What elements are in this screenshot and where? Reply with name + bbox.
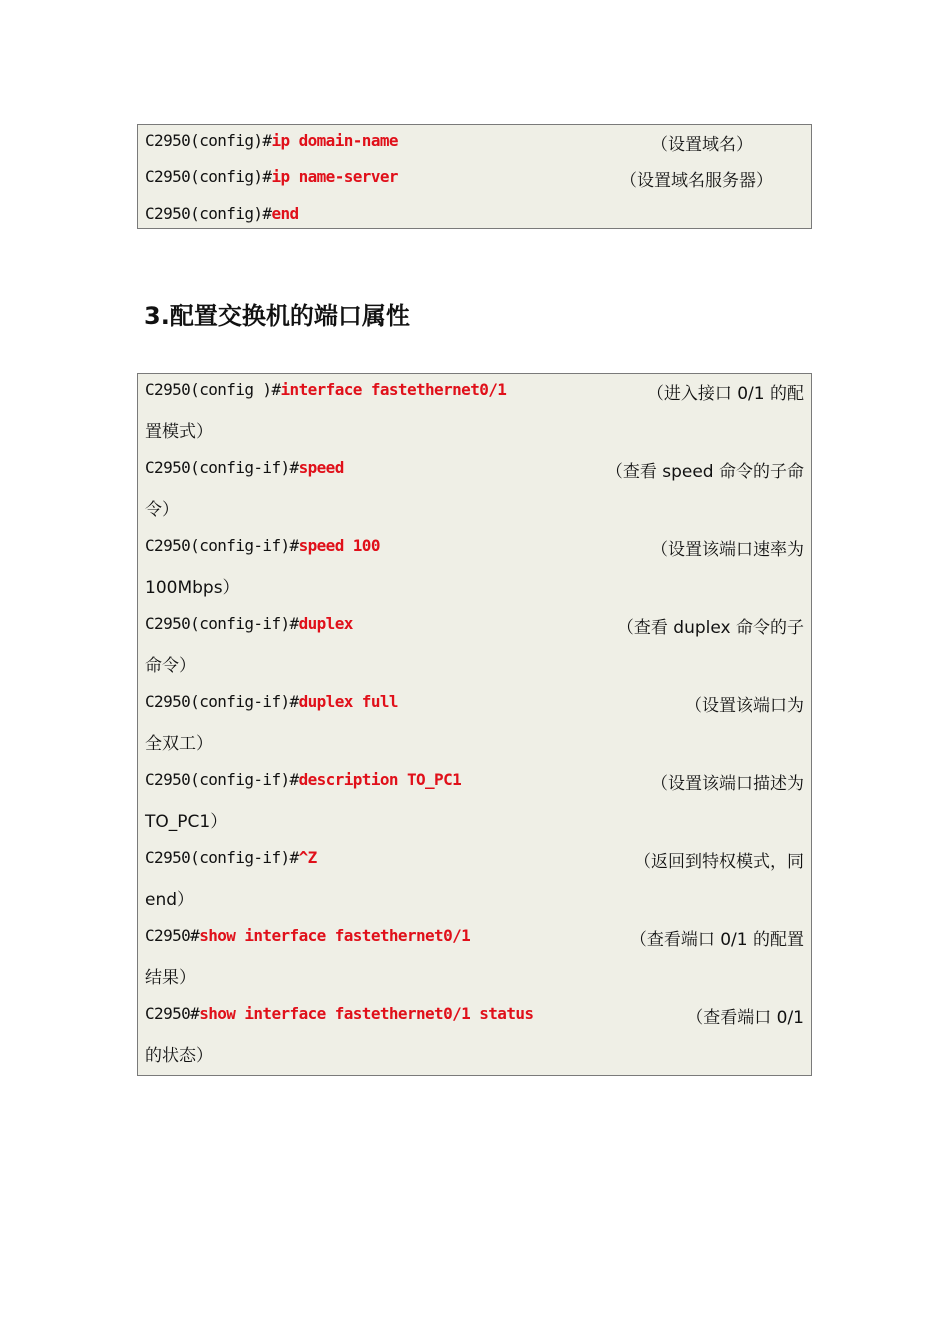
- comment-continuation: [138, 569, 811, 608]
- comment-tail: end）: [145, 890, 195, 910]
- comment-continuation: [138, 491, 811, 530]
- cmd-keyword: ip domain-name: [271, 131, 398, 150]
- comment-continuation: [138, 959, 811, 998]
- comment-continuation: [138, 803, 811, 842]
- comment-tail: 令）: [145, 500, 179, 520]
- cmd-keyword: speed 100: [298, 536, 380, 555]
- code-line: [138, 608, 811, 647]
- cmd-prefix: C2950(config-if)#: [145, 614, 299, 633]
- cmd-prefix: C2950(config )#: [145, 380, 281, 399]
- comment-tail: 置模式）: [145, 422, 213, 442]
- code-line: [138, 920, 811, 959]
- cmd-comment: （查看 duplex 命令的子: [616, 618, 804, 638]
- cmd-comment: （设置该端口为: [685, 696, 804, 716]
- comment-tail: 命令）: [145, 656, 196, 676]
- code-box-port: [137, 373, 812, 1076]
- cmd-prefix: C2950(config)#: [145, 131, 272, 150]
- cmd-comment: （设置域名服务器）: [620, 171, 773, 191]
- comment-tail: 的状态）: [145, 1046, 213, 1066]
- code-line: [138, 374, 811, 413]
- comment-continuation: [138, 647, 811, 686]
- code-line: [138, 198, 811, 228]
- cmd-prefix: C2950(config-if)#: [145, 536, 299, 555]
- cmd-prefix: C2950#: [145, 926, 200, 945]
- cmd-comment: （进入接口 0/1 的配: [646, 384, 804, 404]
- cmd-keyword: duplex full: [298, 692, 398, 711]
- code-line: [138, 161, 811, 198]
- cmd-prefix: C2950(config)#: [145, 204, 272, 223]
- cmd-prefix: C2950(config-if)#: [145, 770, 299, 789]
- comment-tail: 结果）: [145, 968, 196, 988]
- cmd-comment: （设置域名）: [651, 135, 753, 155]
- code-line: [138, 764, 811, 803]
- cmd-keyword: duplex: [298, 614, 353, 633]
- code-box-domain: [137, 124, 812, 229]
- cmd-prefix: C2950(config-if)#: [145, 848, 299, 867]
- code-line: [138, 686, 811, 725]
- cmd-comment: （设置该端口描述为: [651, 774, 804, 794]
- cmd-prefix: C2950#: [145, 1004, 200, 1023]
- code-line: [138, 452, 811, 491]
- cmd-keyword: show interface fastethernet0/1: [199, 926, 471, 945]
- comment-continuation: [138, 881, 811, 920]
- cmd-prefix: C2950(config)#: [145, 167, 272, 186]
- cmd-prefix: C2950(config-if)#: [145, 692, 299, 711]
- cmd-keyword: interface fastethernet0/1: [280, 380, 507, 399]
- section-heading: 3.配置交换机的端口属性: [144, 302, 410, 330]
- cmd-keyword: description TO_PC1: [298, 770, 462, 789]
- cmd-keyword: end: [271, 204, 299, 223]
- comment-continuation: [138, 1037, 811, 1076]
- comment-tail: 全双工）: [145, 734, 213, 754]
- comment-tail: TO_PC1）: [145, 812, 228, 832]
- code-line: [138, 530, 811, 569]
- comment-continuation: [138, 725, 811, 764]
- cmd-prefix: C2950(config-if)#: [145, 458, 299, 477]
- cmd-comment: （设置该端口速率为: [651, 540, 804, 560]
- cmd-keyword: ip name-server: [271, 167, 398, 186]
- code-line: [138, 842, 811, 881]
- cmd-keyword: ^Z: [298, 848, 317, 867]
- cmd-keyword: speed: [298, 458, 344, 477]
- code-line: [138, 125, 811, 161]
- comment-continuation: [138, 413, 811, 452]
- cmd-comment: （返回到特权模式，同: [634, 852, 804, 872]
- code-line: [138, 998, 811, 1037]
- cmd-comment: （查看 speed 命令的子命: [605, 462, 804, 482]
- cmd-keyword: show interface fastethernet0/1 status: [199, 1004, 534, 1023]
- comment-tail: 100Mbps）: [145, 578, 240, 598]
- cmd-comment: （查看端口 0/1 的配置: [629, 930, 804, 950]
- cmd-comment: （查看端口 0/1: [686, 1008, 804, 1028]
